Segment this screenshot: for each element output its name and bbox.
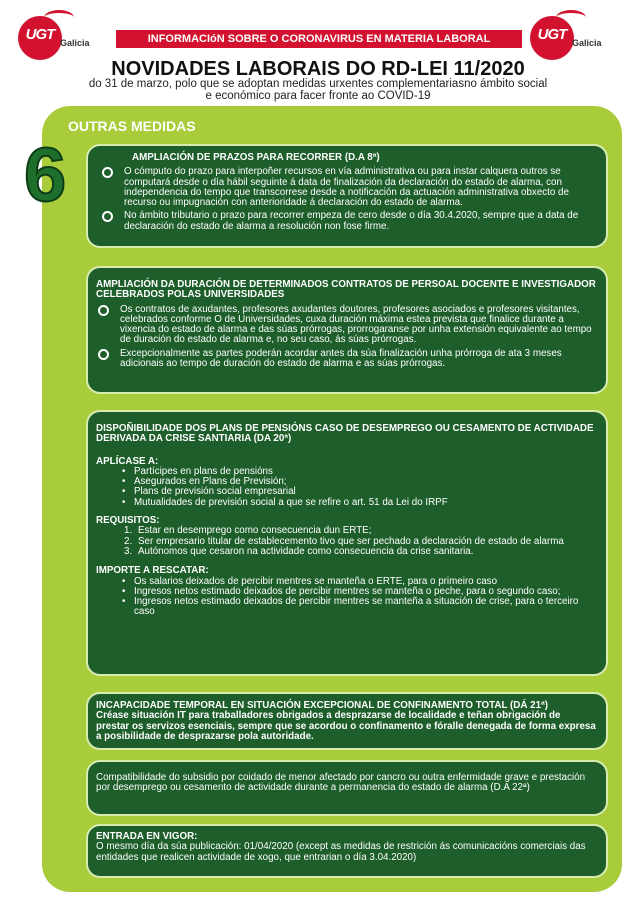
- box-incapacidade: [86, 692, 608, 750]
- ugt-logo-left: [18, 16, 90, 64]
- bullet-icon: [102, 211, 113, 222]
- box-heading: INCAPACIDADE TEMPORAL EN SITUACIÓN EXCEPCIONAL DE CONFINAMENTO TOTAL (DÁ 21ª): [96, 700, 548, 711]
- header-banner: INFORMACIóN SOBRE O CORONAVIRUS EN MATERIA LABORAL: [116, 30, 522, 48]
- list-item: • Os salarios deixados de percibir mentres se manteña o ERTE, para o primeiro caso: [96, 577, 596, 587]
- logo-region: Galicia: [572, 38, 602, 48]
- page-title: NOVIDADES LABORAIS DO RD-LEI 11/2020: [111, 58, 525, 80]
- list-item: • Asegurados en Plans de Previsión;: [96, 477, 596, 487]
- subtitle-line-2: e económico para facer fronte ao COVID-19: [205, 90, 431, 102]
- box-heading: DISPOÑIBILIDADE DOS PLANS DE PENSIÓNS CASO DE DESEMPREGO OU CESAMENTO DE ACTIVIDADE DERIVADA DA CRISE SANTIARIA (DA 20ª): [96, 423, 594, 445]
- list-item: • Partícipes en plans de pensións: [96, 467, 596, 477]
- bullet-item: Os contratos de axudantes, profesores axudantes doutores, profesores asociados e profesores visitantes, celebrados conforme O de Universidades, cuxa duración máxima estea prevista que finalice durante a vixencia do estado de alarma e das súas prórrogas, prorrogaranse por unha extensión equivalente ao tempo de duración do estado de alarma e, no seu caso, ás súas prórrogas.: [96, 305, 596, 346]
- bullet-icon: [102, 167, 113, 178]
- logo-text: UGT: [25, 26, 55, 43]
- box-text: Créase situación IT para traballadores obrigados a desprazarse de localidade e teñan obrigación de prestar os servizos esenciais, sempre que se acordou o confinamento e fóralle denegada de forma expresa a posibilidade de desprazarse pola autoridade.: [96, 710, 596, 742]
- box-text: O mesmo día da súa publicación: 01/04/2020 (except as medidas de restrición ás comunicacións comerciais das entidades que realicen actividade de xogo, que entrarian o día 3.04.2020): [96, 841, 586, 863]
- list-item: • Ingresos netos estimado deixados de percibir mentres se manteña a situación de crise, para o terceiro caso: [96, 597, 596, 618]
- aplicase-label: APLÍCASE A:: [96, 455, 159, 467]
- box-heading: ENTRADA EN VIGOR:: [96, 831, 198, 842]
- box-heading: AMPLIACIÓN DA DURACIÓN DE DETERMINADOS CONTRATOS DE PERSOAL DOCENTE E INVESTIGADOR CELEBRADOS POLAS UNIVERSIDADES: [96, 279, 596, 301]
- bullet-item: No ámbito tributario o prazo para recorrer empeza de cero desde o día 30.4.2020, sempre que a data de declaración do estado de alarma a resolución non fose firme.: [100, 211, 596, 232]
- box-pensions: [86, 410, 608, 676]
- list-item: • Mutualidades de previsión social a que se refire o art. 51 da Lei do IRPF: [96, 498, 596, 508]
- section-label: OUTRAS MEDIDAS: [68, 118, 196, 134]
- list-item: • Ingresos netos estimado deixados de percibir mentres se manteña o peche, para o segundo caso;: [96, 587, 596, 597]
- importe-label: IMPORTE A RESCATAR:: [96, 565, 209, 577]
- box-prazos: [86, 144, 608, 248]
- bullet-item: Excepcionalmente as partes poderán acordar antes da súa finalización unha prórroga de ata 3 meses adicionais ao tempo de duración do estado de alarma e as súas prórrogas.: [96, 349, 596, 370]
- list-item: • Plans de previsión social empresarial: [96, 487, 596, 497]
- list-item: 3. Autónomos que cesaron na actividade como consecuencia da crise sanitaria.: [124, 545, 474, 557]
- section-number: 6: [24, 133, 67, 218]
- logo-text: UGT: [537, 26, 567, 43]
- box-contratos: [86, 266, 608, 394]
- bullet-icon: [98, 305, 109, 316]
- list-item: 2. Ser empresario titular de establecemento tivo que ser pechado a declaración de estado de alarma: [124, 535, 564, 547]
- requisitos-label: REQUISITOS:: [96, 515, 160, 527]
- ugt-logo-right: [530, 16, 602, 64]
- bullet-item: O cómputo do prazo para interpoñer recursos en vía administrativa ou para instar calquera outros se computará desde o día hábil seguinte á data de finalización da declaración do estado de alarma, con independencia do tempo que transcorrese desde a notificación da actuación administrativa obxecto de recurso ou impugnación con anterioridade á declaración do estado de alarma.: [100, 167, 596, 208]
- logo-region: Galicia: [60, 38, 90, 48]
- bullet-icon: [98, 349, 109, 360]
- list-item: 1. Estar en desemprego como consecuencia dun ERTE;: [124, 525, 372, 537]
- box-compatibilidade: [86, 760, 608, 816]
- box-heading: AMPLIACIÓN DE PRAZOS PARA RECORRER (D.A 8ª): [132, 152, 380, 163]
- subtitle-line-1: do 31 de marzo, polo que se adoptan medidas urxentes complementariasno ámbito social: [88, 78, 548, 90]
- box-entrada-vigor: [86, 824, 608, 878]
- box-text: Compatibilidade do subsidio por coidado de menor afectado por cancro ou outra enfermidade grave e prestación por desemprego ou cesamento de actividade durante a permanencia do estado de alarma (D.A 22ª): [96, 772, 586, 794]
- page-subtitle: [40, 78, 596, 102]
